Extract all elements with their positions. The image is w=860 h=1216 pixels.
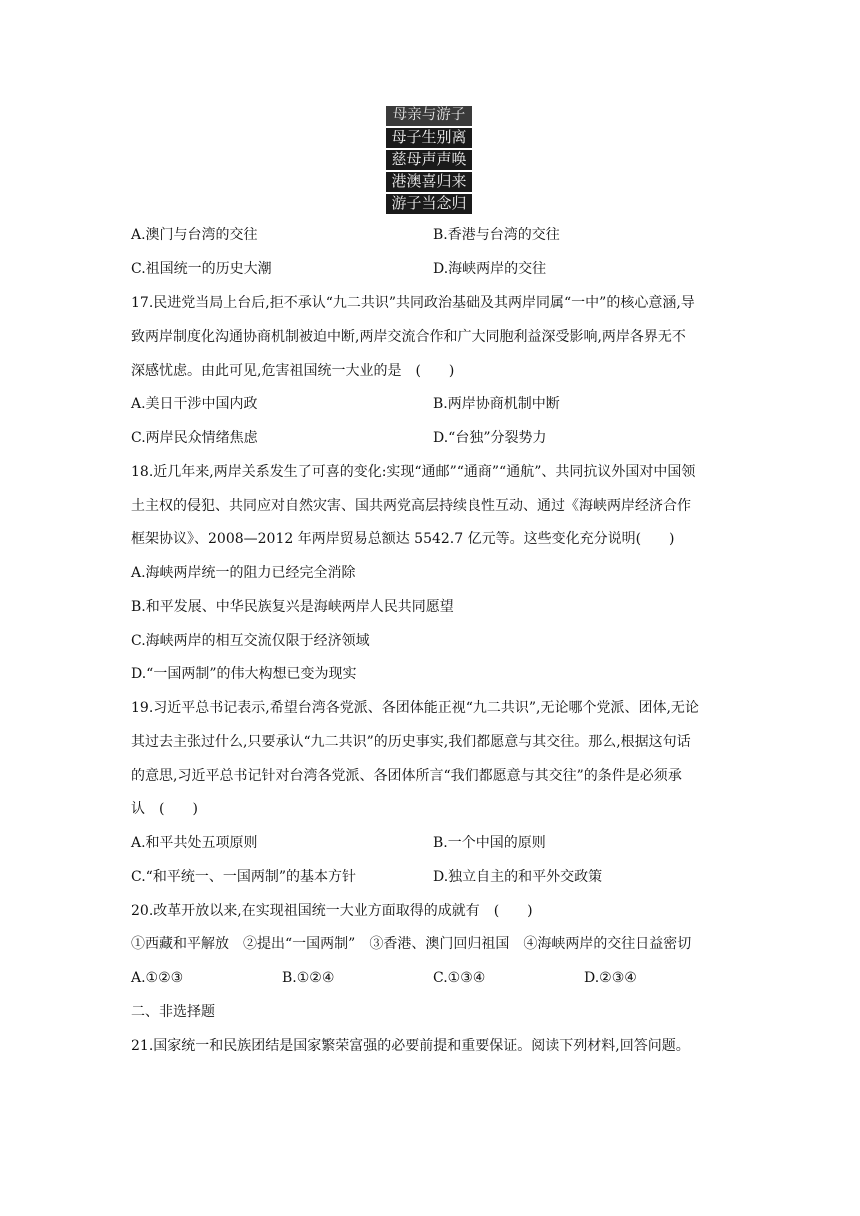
q16-option-a[interactable]: A.澳门与台湾的交往 xyxy=(131,227,258,243)
q18-stem-line-3: 框架协议》、2008—2012 年两岸贸易总额达 5542.7 亿元等。这些变化充分说明( ) xyxy=(131,531,675,547)
q17-option-d[interactable]: D.“台独”分裂势力 xyxy=(433,430,547,446)
q17-option-a[interactable]: A.美日干涉中国内政 xyxy=(131,396,258,412)
poem-line-1: 母子生别离 xyxy=(386,128,472,148)
q17-option-c[interactable]: C.两岸民众情绪焦虑 xyxy=(131,430,258,446)
poem-line-4: 游子当念归 xyxy=(386,194,472,214)
q18-option-b[interactable]: B.和平发展、中华民族复兴是海峡两岸人民共同愿望 xyxy=(131,599,454,615)
q19-stem-line-3: 的意思,习近平总书记针对台湾各党派、各团体所言“我们都愿意与其交往”的条件是必须承 xyxy=(131,768,682,784)
q16-option-b[interactable]: B.香港与台湾的交往 xyxy=(433,227,560,243)
q20-option-c[interactable]: C.①③④ xyxy=(433,970,486,986)
q19-option-b[interactable]: B.一个中国的原则 xyxy=(433,835,546,851)
q17-stem-line-3: 深感忧虑。由此可见,危害祖国统一大业的是 ( ) xyxy=(131,363,455,379)
q19-stem-line-1: 19.习近平总书记表示,希望台湾各党派、各团体能正视“九二共识”,无论哪个党派、团体,无论 xyxy=(131,700,699,716)
q19-option-d[interactable]: D.独立自主的和平外交政策 xyxy=(433,869,603,885)
q18-option-d[interactable]: D.“一国两制”的伟大构想已变为现实 xyxy=(131,666,357,682)
q18-stem-line-1: 18.近几年来,两岸关系发生了可喜的变化:实现“通邮”“通商”“通航”、共同抗议外国对中国领 xyxy=(131,464,696,480)
q20-items: ①西藏和平解放 ②提出“一国两制” ③香港、澳门回归祖国 ④海峡两岸的交往日益密切 xyxy=(131,936,692,952)
q19-option-c[interactable]: C.“和平统一、一国两制”的基本方针 xyxy=(131,869,356,885)
q18-option-c[interactable]: C.海峡两岸的相互交流仅限于经济领域 xyxy=(131,633,370,649)
q19-stem-line-4: 认 ( ) xyxy=(131,801,198,817)
q20-option-b[interactable]: B.①②④ xyxy=(282,970,335,986)
q17-option-b[interactable]: B.两岸协商机制中断 xyxy=(433,396,560,412)
section-heading: 二、非选择题 xyxy=(131,1004,215,1020)
q20-option-d[interactable]: D.②③④ xyxy=(584,970,637,986)
q17-stem-line-2: 致两岸制度化沟通协商机制被迫中断,两岸交流合作和广大同胞利益深受影响,两岸各界无不 xyxy=(131,329,686,345)
poem-line-2: 慈母声声唤 xyxy=(386,150,472,170)
q18-option-a[interactable]: A.海峡两岸统一的阻力已经完全消除 xyxy=(131,565,356,581)
q21-stem: 21.国家统一和民族团结是国家繁荣富强的必要前提和重要保证。阅读下列材料,回答问题。 xyxy=(131,1038,690,1054)
poem-line-3: 港澳喜归来 xyxy=(386,172,472,192)
q16-option-c[interactable]: C.祖国统一的历史大潮 xyxy=(131,261,272,277)
q20-stem: 20.改革开放以来,在实现祖国统一大业方面取得的成就有 ( ) xyxy=(131,903,533,919)
q17-stem-line-1: 17.民进党当局上台后,拒不承认“九二共识”共同政治基础及其两岸同属“一中”的核心意涵,导 xyxy=(131,295,695,311)
q20-option-a[interactable]: A.①②③ xyxy=(131,970,184,986)
q19-option-a[interactable]: A.和平共处五项原则 xyxy=(131,835,258,851)
q18-stem-line-2: 土主权的侵犯、共同应对自然灾害、国共两党高层持续良性互动、通过《海峡两岸经济合作 xyxy=(131,498,691,514)
poem-title: 母亲与游子 xyxy=(386,106,472,126)
q16-option-d[interactable]: D.海峡两岸的交往 xyxy=(433,261,547,277)
poem-image xyxy=(386,106,472,216)
q19-stem-line-2: 其过去主张过什么,只要承认“九二共识”的历史事实,我们都愿意与其交往。那么,根据这句话 xyxy=(131,734,691,750)
